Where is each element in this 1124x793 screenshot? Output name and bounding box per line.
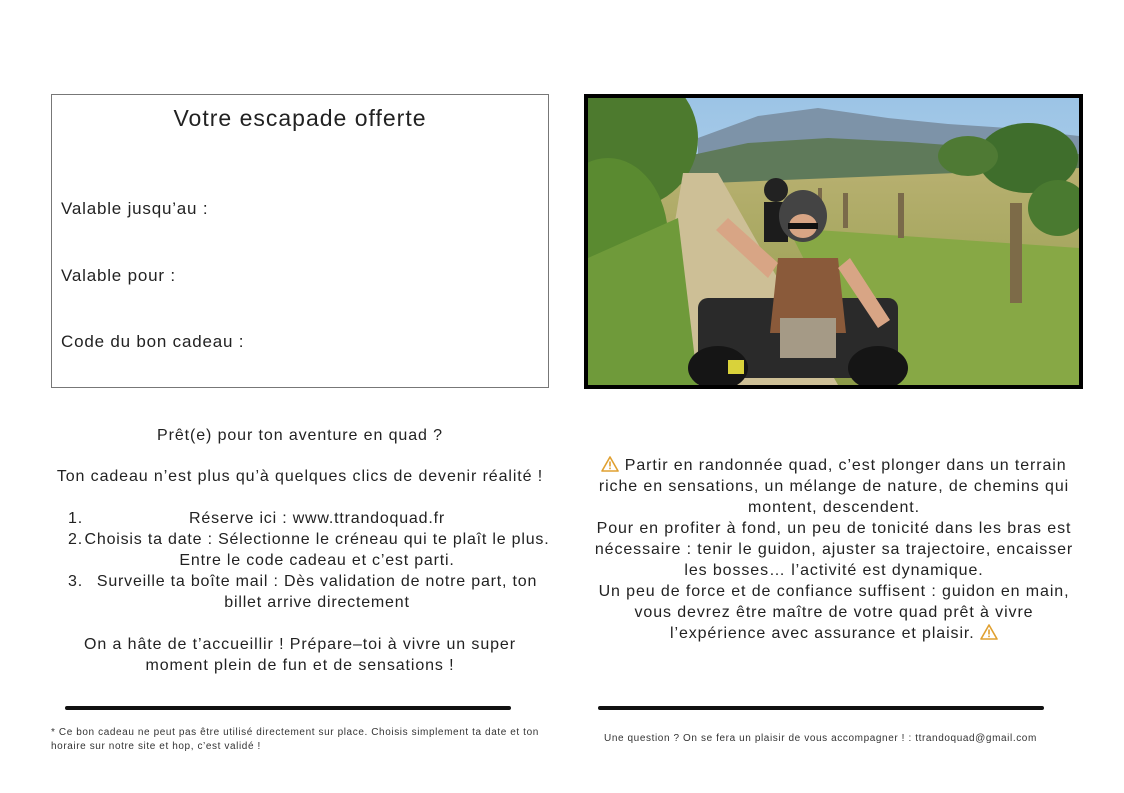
activity-description [584, 455, 1084, 644]
divider-left [65, 706, 511, 710]
warning-icon [601, 456, 619, 472]
contact-note: Une question ? On se fera un plaisir de vous accompagner ! : ttrandoquad@gmail.com [604, 733, 1037, 744]
description-paragraph-2: Pour en profiter à fond, un peu de tonicité dans les bras est nécessaire : tenir le guidon, ajuster sa trajectoire, encaisser les bosses… l’activité est dynamique. [594, 520, 1074, 579]
warning-icon [980, 624, 998, 640]
outro-text: On a hâte de t’accueillir ! Prépare–toi à vivre un super moment plein de fun et de sensations ! [84, 636, 516, 674]
intro-question: Prêt(e) pour ton aventure en quad ? [157, 427, 443, 444]
step-text: Réserve ici : www.ttrandoquad.fr [189, 510, 445, 527]
step-number: 2. [68, 531, 83, 548]
voucher-title: Votre escapade offerte [173, 105, 427, 131]
quad-photo [584, 94, 1083, 389]
valid-until-label: Valable jusqu’au : [61, 199, 209, 218]
step-3 [60, 571, 552, 613]
description-paragraph-1: Partir en randonnée quad, c’est plonger dans un terrain riche en sensations, un mélange de nature, de chemins qui montent, descendent. [598, 457, 1070, 516]
valid-for-label: Valable pour : [61, 266, 176, 285]
intro-subtitle: Ton cadeau n’est plus qu’à quelques clics de devenir réalité ! [56, 468, 544, 485]
step-1 [60, 508, 552, 529]
description-paragraph-3: Un peu de force et de confiance suffisent : guidon en main, vous devrez être maître de votre quad prêt à vivre l’expérience avec assurance et plaisir. [598, 583, 1070, 642]
step-2 [60, 529, 552, 571]
step-text: Surveille ta boîte mail : Dès validation de notre part, ton billet arrive directement [96, 573, 538, 611]
step-number: 1. [68, 510, 83, 527]
step-text: Choisis ta date : Sélectionne le créneau qui te plaît le plus. Entre le code cadeau et c’est parti. [84, 531, 550, 569]
step-number: 3. [68, 573, 83, 590]
gift-code-label: Code du bon cadeau : [61, 332, 245, 351]
divider-right [598, 706, 1044, 710]
footnote-left: * Ce bon cadeau ne peut pas être utilisé directement sur place. Choisis simplement ta date et ton horaire sur notre site et hop, c’est validé ! [51, 727, 539, 752]
